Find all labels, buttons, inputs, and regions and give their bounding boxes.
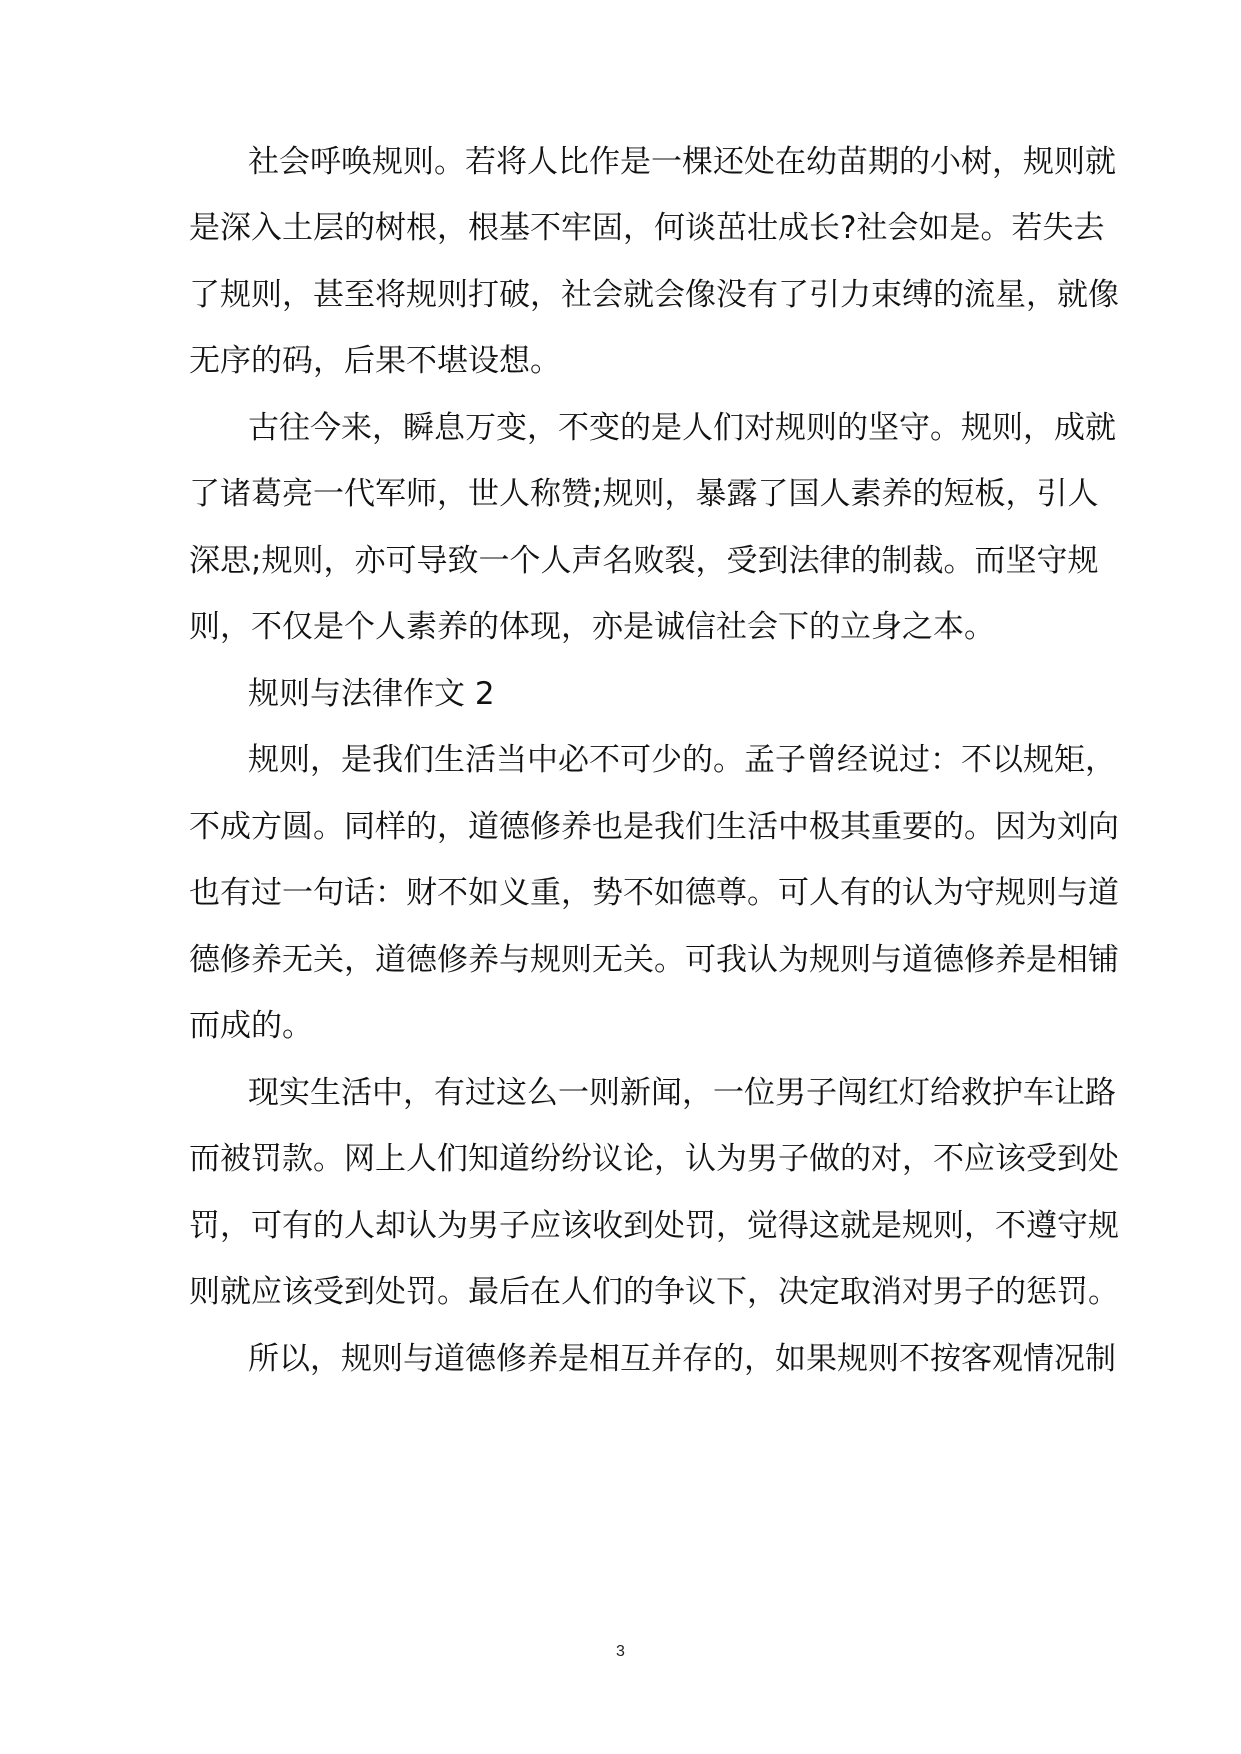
text-line: 不成方圆。同样的，道德修养也是我们生活中极其重要的。因为刘向 — [189, 809, 1119, 845]
text-line: 则，不仅是个人素养的体现，亦是诚信社会下的立身之本。 — [189, 609, 995, 645]
text-line: 也有过一句话：财不如义重，势不如德尊。可人有的认为守规则与道 — [189, 875, 1119, 911]
text-line: 社会呼唤规则。若将人比作是一棵还处在幼苗期的小树，规则就 — [248, 144, 1116, 180]
text-line: 了规则，甚至将规则打破，社会就会像没有了引力束缚的流星，就像 — [189, 277, 1119, 313]
text-line: 是深入土层的树根，根基不牢固，何谈茁壮成长?社会如是。若失去 — [189, 210, 1105, 246]
text-line: 了诸葛亮一代军师，世人称赞;规则，暴露了国人素养的短板，引人 — [189, 476, 1099, 512]
text-line: 规则，是我们生活当中必不可少的。孟子曾经说过：不以规矩， — [248, 742, 1116, 778]
text-line: 而被罚款。网上人们知道纷纷议论，认为男子做的对，不应该受到处 — [189, 1141, 1119, 1177]
text-line: 古往今来，瞬息万变，不变的是人们对规则的坚守。规则，成就 — [248, 410, 1116, 446]
text-line: 德修养无关，道德修养与规则无关。可我认为规则与道德修养是相铺 — [189, 942, 1119, 978]
text-line: 无序的码，后果不堪设想。 — [189, 343, 561, 379]
page-number: 3 — [616, 1643, 625, 1660]
text-line: 现实生活中，有过这么一则新闻，一位男子闯红灯给救护车让路 — [248, 1075, 1116, 1111]
text-line: 深思;规则，亦可导致一个人声名败裂，受到法律的制裁。而坚守规 — [189, 543, 1099, 579]
section-heading: 规则与法律作文 2 — [248, 676, 495, 712]
text-line: 罚，可有的人却认为男子应该收到处罚，觉得这就是规则，不遵守规 — [189, 1208, 1119, 1244]
text-line: 而成的。 — [189, 1008, 313, 1044]
text-line: 所以，规则与道德修养是相互并存的，如果规则不按客观情况制 — [248, 1341, 1116, 1377]
text-line: 则就应该受到处罚。最后在人们的争议下，决定取消对男子的惩罚。 — [189, 1274, 1119, 1310]
